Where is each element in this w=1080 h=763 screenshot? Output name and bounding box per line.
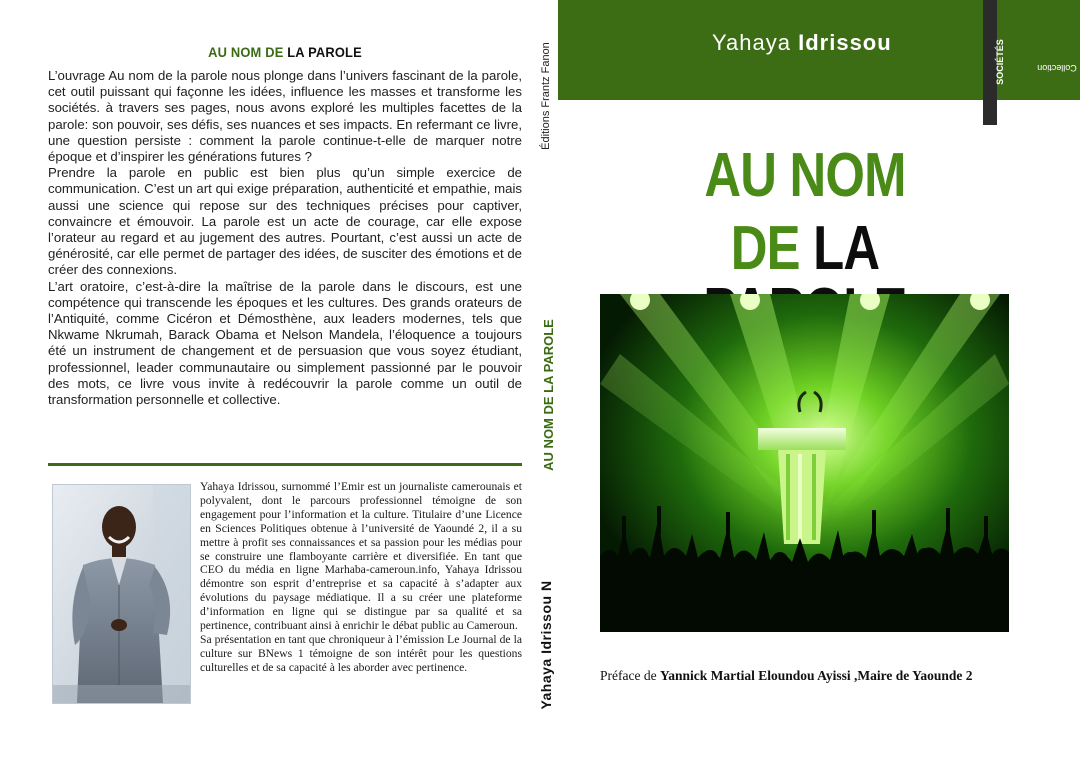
back-cover-title [67,44,503,60]
summary-paragraph-1: L’ouvrage Au nom de la parole nous plonge dans l’univers fascinant de la parole, cet outil puissant qui façonne les idées, influence les masses et transforme les sociétés. à travers ses pages, nous avons exploré les multiples facettes de la parole: son pouvoir, ses défis, ses nuances et ses impacts. En refermant ce livre, une question persiste : comment la parole continue-t-elle de marquer notre époque et d’inspirer les générations futures ? [48,68,522,165]
author-photo [52,484,191,704]
summary-paragraph-3: L’art oratoire, c’est-à-dire la maîtrise de la parole dans le discours, est une compétence qui transcende les époques et les cultures. Des grands orateurs de l’Antiquité, comme Cicéron et Démosthène, aux leaders modernes, tels que Nkwame Nkrumah, Barack Obama et Nelson Mandela, l’éloquence a toujours été un instrument de changement et de persuasion que vous soyez étudiant, professionnel, leader communautaire ou simplement passionné par le pouvoir des mots, ce livre vous invite à redécouvrir la parole comme un outil de transformation personnelle et collective. [48,278,522,408]
front-title-la-parole: LA [813,214,880,283]
divider-rule [48,463,522,466]
preface-prefix: Préface de [600,668,657,683]
collection-prefix: Collection [1037,62,1077,73]
summary-paragraph-2: Prendre la parole en public est bien plus qu’un simple exercice de communication. C’est un art qui exige préparation, authenticité et empathie, mais aussi une science qui repose sur des techniques précises pour captiver, convaincre et émouvoir. La parole est un acte de courage, car elle expose l’orateur au regard et au jugement des autres. Pourtant, c’est aussi un acte de générosité, car elle permet de partager des idées, de susciter des émotions et de créer des connexions. [48,165,522,278]
back-cover-summary [48,68,522,408]
author-last-name: Idrissou [798,30,892,55]
bio-paragraph-1: Yahaya Idrissou, surnommé l’Emir est un journaliste camerounais et polyvalent, dont le parcours professionnel témoigne de son engagement pour l’information et la culture. Titulaire d’une Licence en Sciences Politiques obtenue à l’université de Yaoundé 2, il a su mettre à profit ses connaissances et sa passion pour les médias pour se construire une flamboyante carrière et diversifiée. En tant que CEO du média en ligne Marhaba-cameroun.info, Yahaya Idrissou démontre son esprit d’entreprise et sa capacité à s’adapter aux évolutions du paysage médiatique. Il a su créer une plateforme d’information en ligne qui se distingue par sa qualité et sa pertinence, contribuant ainsi à enrichir le débat public au Cameroun. [200,480,522,633]
author-first-name: Yahaya [712,30,791,55]
collection-name: SOCIÉTÉS [995,39,1005,85]
author-bio [200,480,522,675]
back-title-part2: LA PAROLE [287,44,362,60]
spine-author: Yahaya Idrissou N [538,580,554,710]
front-title-de: DE [730,214,800,283]
preface-credit [600,668,1050,684]
bio-paragraph-2: Sa présentation en tant que chroniqueur à l’émission Le Journal de la culture sur BNews 1 témoigne de son intérêt pour les questions culturelles et de sa capacité à les aborder avec pertinence. [200,632,522,674]
front-title-line1: AU NOM [704,141,906,210]
back-title-part1: AU NOM DE [208,44,284,60]
front-author-name [712,30,892,56]
collection-label [983,0,1077,125]
cover-illustration [600,294,1009,632]
spine-publisher: Éditions Frantz Fanon [540,42,552,150]
preface-name: Yannick Martial Eloundou Ayissi ,Maire de Yaounde 2 [659,668,973,683]
spine-title: AU NOM DE LA PAROLE [541,319,556,471]
